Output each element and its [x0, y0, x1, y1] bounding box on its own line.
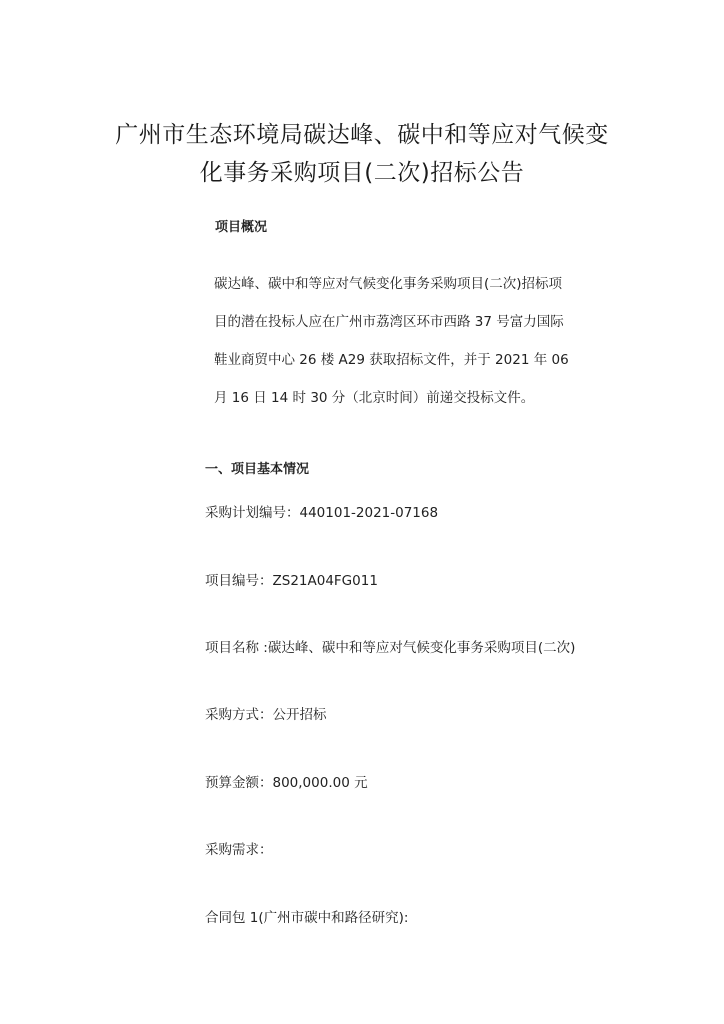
procurement-method: 采购方式：公开招标	[205, 707, 327, 723]
project-number: 项目编号：ZS21A04FG011	[205, 573, 378, 589]
procurement-requirements: 采购需求：	[205, 842, 273, 858]
overview-paragraph	[214, 265, 614, 417]
overview-line: 鞋业商贸中心 26 楼 A29 获取招标文件，并于 2021 年 06	[214, 352, 569, 368]
section-heading-basic-info: 一、项目基本情况	[205, 462, 310, 477]
overview-heading: 项目概况	[215, 220, 268, 235]
title-line-1: 广州市生态环境局碳达峰、碳中和等应对气候变	[115, 122, 609, 148]
page-title	[70, 116, 654, 192]
plan-number: 采购计划编号：440101-2021-07168	[205, 505, 439, 521]
budget-amount: 预算金额：800,000.00 元	[205, 775, 368, 791]
overview-line: 月 16 日 14 时 30 分（北京时间）前递交投标文件。	[214, 390, 535, 406]
overview-line: 碳达峰、碳中和等应对气候变化事务采购项目(二次)招标项	[214, 276, 563, 292]
overview-line: 目的潜在投标人应在广州市荔湾区环市西路 37 号富力国际	[214, 314, 564, 330]
project-name: 项目名称 :碳达峰、碳中和等应对气候变化事务采购项目(二次)	[205, 640, 576, 656]
title-line-2: 化事务采购项目(二次)招标公告	[199, 160, 525, 186]
contract-package: 合同包 1(广州市碳中和路径研究):	[205, 910, 409, 926]
